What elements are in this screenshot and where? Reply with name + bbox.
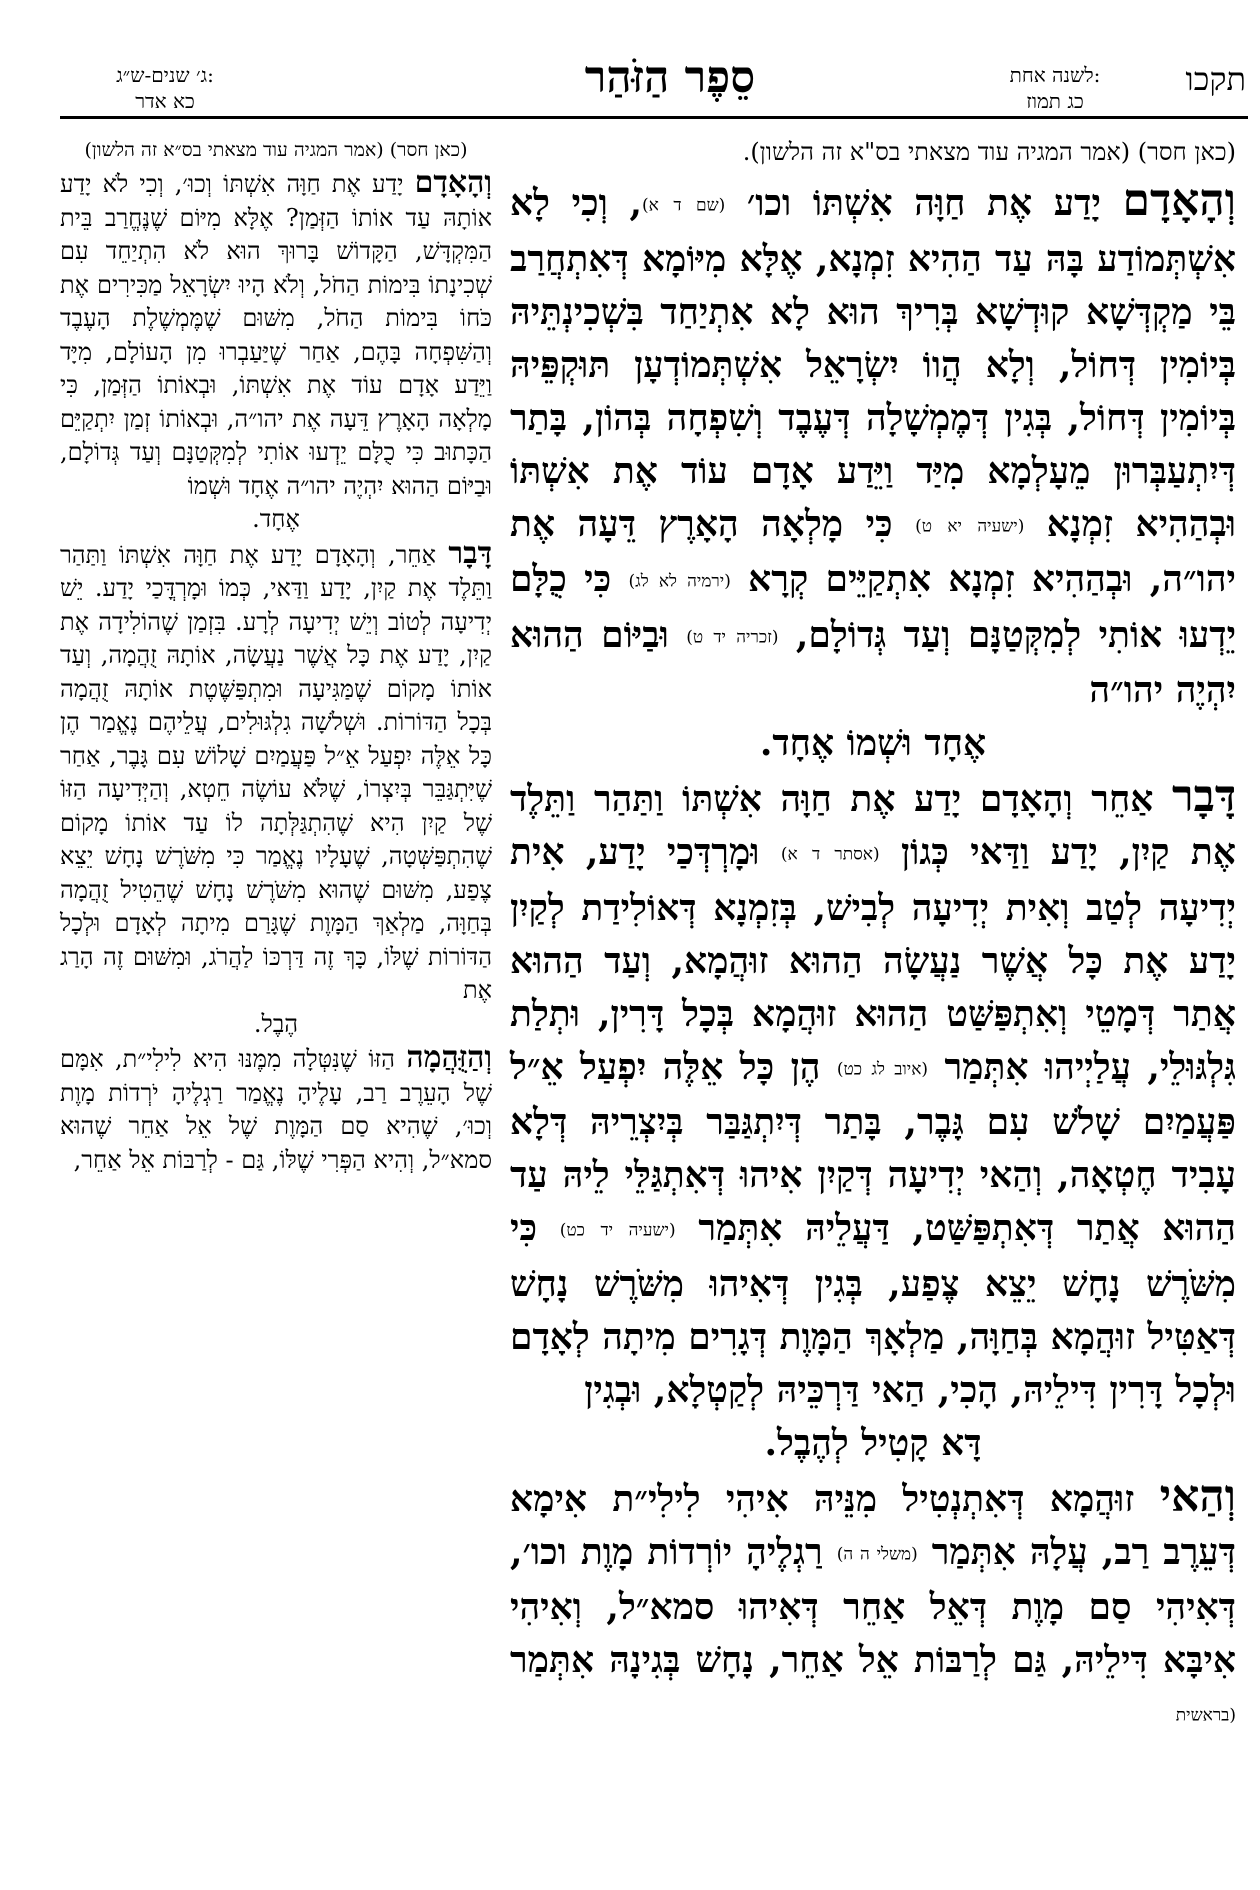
opening-word: וְהַאי xyxy=(1159,1470,1236,1522)
translation-paragraph: וְהַזֻּהֲמָה הַזּוֹ שֶׁנִּטְּלָה מִמֶּנּוּ הִיא לִילִי״ת, אִמָּם שֶׁל הָעֵרֶב רַב, עָלֶיהָ נֶאֱמַר רַגְלֶיהָ יֹרְדוֹת מָוֶת וְכוּ׳, שֶׁהִיא סַם הַמָּוֶת שֶׁל אֵל אַחֵר שֶׁהוּא סמא״ל, וְהִיא הַפְּרִי שֶׁלּוֹ, גַּם - לְרַבּוֹת אֵל אַחֵר, xyxy=(60,1040,492,1174)
opening-word: דָּבָר xyxy=(1172,771,1236,822)
main-paragraph: וְהַאי זוּהֲמָא דְּאִתְנְטִיל מִנֵּיהּ אִיהִי לִילִי״ת אִימָא דְּעֵרֶב רַב, עֲלָהּ אִתְּמַר (משלי ה ה) רַגְלֶיהָ יוֹרְדוֹת מָוֶת וכו׳, דְּאִיהִי סַם מָוֶת דְּאֵל אַחֵר דְּאִיהוּ סמא״ל, וְאִיהִי אִיבָּא דִּילֵיהּ, גַּם לְרַבּוֹת אֵל אַחֵר, נָחָשׁ בְּגִינָהּ אִתְּמַר (בראשית xyxy=(510,1470,1236,1726)
editor-note: (כאן חסר) (אמר המגיה עוד מצאתי בס״א זה הלשון) xyxy=(84,139,468,161)
schedule-date: כא אדר xyxy=(135,89,195,113)
verse-reference: (זכריה יד ט) xyxy=(686,627,779,647)
main-paragraph: וְהָאָדָם יָדַע אֶת חַוָּה אִשְׁתּוֹ וכו׳ (שם ד א), וְכִי לָא אִשְׁתְּמוֹדַע בָּהּ עַד הַהִיא זִמְנָא, אֶלָּא מִיּוֹמָא דְּאִתְחֲרַב בֵּי מַקְדְּשָׁא קוּדְשָׁא בְּרִיךְ הוּא לָא אִתְיַחַד בִּשְׁכִינְתֵּיהּ בְּיוֹמִין דְּחוֹל, וְלָא הֲווֹ יִשְׂרָאֵל אִשְׁתְּמוֹדְעָן תּוּקְפֵּיהּ בְּיוֹמִין דְּחוֹל, בְּגִין דְּמֶמְשָׁלָה דְּעֶבֶד וְשִׁפְחָה בְּהוֹן, בָּתַר דְּיִתְעַבְּרוּן מֵעָלְמָא מִיַּד וַיֵּדַע אָדָם עוֹד אֶת אִשְׁתּוֹ וּבְהַהִיא זִמְנָא (ישעיה יא ט) כִּי מָלְאָה הָאָרֶץ דֵּעָה אֶת יהו״ה, וּבְהַהִיא זִמְנָא אִתְקַיֵּים קְרָא (ירמיה לא לג) כִּי כֻלָּם יֵדְעוּ אוֹתִי לְמִקְּטַנָּם וְעַד גְּדוֹלָם, (זכריה יד ט) וּבַיּוֹם הַהוּא יִהְיֶה יהו״ה אֶחָד וּשְׁמוֹ אֶחָד. xyxy=(510,174,1236,770)
verse-reference: (ישעיה יד כט) xyxy=(559,1220,676,1241)
paragraph-closing-line: דָּא קָטִיל לְהֶבֶל. xyxy=(764,1421,982,1464)
page-number: תקכו xyxy=(1185,60,1246,98)
paragraph-closing-line: אֶחָד. xyxy=(252,505,300,533)
main-paragraph: דָּבָר אַחֵר וְהָאָדָם יָדַע אֶת חַוָּה אִשְׁתּוֹ וַתַּהַר וַתֵּלֶד אֶת קַיִן, יָדַע וַדַּאי כְּגוֹן (אסתר ד א) וּמָרְדְּכַי יָדַע, אִית יְדִיעָה לְטַב וְאִית יְדִיעָה לְבִישׁ, בְּזִמְנָא דְּאוֹלִידַת לְקַיִן יָדַע אֶת כָּל אֲשֶׁר נַעֲשָׂה הַהוּא זוּהֲמָא, וְעַד הַהוּא אֲתַר דְּמָטֵי וְאִתְפַּשַּׁט הַהוּא זוּהֲמָא בְּכָל דָּרִין, וּתְלַת גִּלְגּוּלֵי, עֲלַיְיהוּ אִתְּמַר (איוב לג כט) הֶן כָּל אֵלֶּה יִפְעַל אֵ״ל פַּעֲמַיִם שָׁלֹשׁ עִם גָּבֶר, בָּתַר דְּיִתְגַּבַּר בְּיִצְרֵיהּ דְּלָא עָבִיד חֶטְאָה, וְהַאי יְדִיעָה דְּקַיִן אִיהוּ דְּאִתְגַּלֵּי לֵיהּ עַד הַהוּא אֲתַר דְּאִתְפַּשַּׁט, דַּעֲלֵיהּ אִתְּמַר (ישעיה יד כט) כִּי מִשֹּׁרֶשׁ נָחָשׁ יֵצֵא צֶפַע, בְּגִין דְּאִיהוּ מִשֹּׁרֶשׁ נָחָשׁ דְּאַטִּיל זוּהֲמָא בְּחַוָּה, מַלְאָךְ הַמָּוֶת דְּגָרִים מִיתָה לְאָדָם וּלְכָל דָּרִין דִּילֵיהּ, הָכִי, הַאי דַּרְכֵּיהּ לְקַטְלָא, וּבְגִין דָּא קָטִיל לְהֶבֶל. xyxy=(510,770,1236,1470)
verse-reference: (בראשית xyxy=(1175,1705,1236,1726)
translation-paragraph: דָּבָר אַחֵר, וְהָאָדָם יָדַע אֶת חַוָּה אִשְׁתּוֹ וַתַּהַר וַתֵּלֶד אֶת קַיִן, יָדַע וַדַּאי, כְּמוֹ וּמָרְדֳּכַי יָדַע. יֵשׁ יְדִיעָה לְטוֹב וְיֵשׁ יְדִיעָה לְרָע. בִּזְמַן שֶׁהוֹלִידָה אֶת קַיִן, יָדַע אֶת כָּל אֲשֶׁר נַעֲשָׂה, אוֹתָהּ זֻהֲמָה, וְעַד אוֹתוֹ מָקוֹם שֶׁמַּגִּיעָה וּמִתְפַּשֶּׁטֶת אוֹתָהּ זֻהֲמָה בְּכָל הַדּוֹרוֹת. וּשְׁלֹשָׁה גִלְגּוּלִים, עֲלֵיהֶם נֶאֱמַר הֶן כָּל אֵלֶּה יִפְעַל אֵ״ל פַּעֲמַיִם שָׁלוֹשׁ עִם גָּבֶר, אַחַר שֶׁיִּתְגַּבֵּר בְּיִצְרוֹ, שֶׁלֹּא עוֹשֶׂה חֵטְא, וְהַיְּדִיעָה הַזּוֹ שֶׁל קַיִן הִיא שֶׁהִתְגַּלְּתָה לוֹ עַד אוֹתוֹ מָקוֹם שֶׁהִתְפַּשְּׁטָה, שֶׁעָלָיו נֶאֱמַר כִּי מִשֹּׁרֶשׁ נָחָשׁ יֵצֵא צֶפַע, מִשּׁוּם שֶׁהוּא מִשֹּׁרֶשׁ נָחָשׁ שֶׁהֵטִיל זֻהֲמָה בְּחַוָּה, מַלְאַךְ הַמָּוֶת שֶׁגָּרַם מִיתָה לְאָדָם וּלְכָל הַדּוֹרוֹת שֶׁלּוֹ, כָּךְ זֶה דַּרְכּוֹ לַהֲרֹג, וּמִשּׁוּם זֶה הָרַג אֶת הֶבֶל. xyxy=(60,537,492,1042)
header-divider xyxy=(60,116,1248,119)
verse-reference: (משלי ה ה) xyxy=(836,1544,918,1564)
verse-reference: (שם ד א) xyxy=(641,195,726,216)
verse-reference: (אסתר ד א) xyxy=(780,844,880,865)
opening-word: וְהַזֻּהֲמָה xyxy=(406,1040,492,1075)
schedule-date: כג תמוז xyxy=(1026,89,1084,113)
schedule-label: לשנה אחת: xyxy=(1009,63,1101,87)
opening-word: וְהָאָדָם xyxy=(1122,175,1236,226)
translation-column xyxy=(60,136,492,1177)
verse-reference: (איוב לג כט) xyxy=(836,1059,929,1079)
schedule-label: ג׳ שנים-ש״ג: xyxy=(116,63,214,87)
opening-word: וְהָאָדָם xyxy=(414,165,492,200)
paragraph-closing-line: אֶחָד וּשְׁמוֹ אֶחָד. xyxy=(759,722,987,764)
main-text-column xyxy=(510,132,1236,1743)
translation-paragraph: וְהָאָדָם יָדַע אֶת חַוָּה אִשְׁתּוֹ וְכוּ׳, וְכִי לֹא יָדַע אוֹתָהּ עַד אוֹתוֹ הַזְּמַן? אֶלָּא מִיּוֹם שֶׁנֶּחֱרַב בֵּית הַמִּקְדָּשׁ, הַקָּדוֹשׁ בָּרוּךְ הוּא לֹא הִתְיַחֵד עִם שְׁכִינָתוֹ בִּימוֹת הַחֹל, וְלֹא הָיוּ יִשְׂרָאֵל מַכִּירִים אֶת כֹּחוֹ בִּימוֹת הַחֹל, מִשּׁוּם שֶׁמֶּמְשֶׁלֶת הָעֶבֶד וְהַשִּׁפְחָה בָּהֶם, אַחַר שֶׁיַּעַבְרוּ מִן הָעוֹלָם, מִיָּד וַיֵּדַע אָדָם עוֹד אֶת אִשְׁתּוֹ, וּבְאוֹתוֹ הַזְּמַן, כִּי מָלְאָה הָאָרֶץ דֵּעָה אֶת יהו״ה, וּבְאוֹתוֹ זְמַן יִתְקַיֵּם הַכָּתוּב כִּי כֻלָּם יֵדְעוּ אוֹתִי לְמִקְּטַנָּם וְעַד גְּדוֹלָם, וּבַיּוֹם הַהוּא יִהְיֶה יהו״ה אֶחָד וּשְׁמוֹ אֶחָד. xyxy=(60,166,492,537)
paragraph-closing-line: הֶבֶל. xyxy=(253,1009,299,1038)
verse-reference: (ירמיה לא לג) xyxy=(628,571,731,592)
editor-note: (כאן חסר) (אמר המגיה עוד מצאתי בס"א זה הלשון). xyxy=(742,138,1236,166)
opening-word: דָּבָר xyxy=(448,535,492,571)
daily-schedule-three-years xyxy=(95,62,235,114)
page-title: סֵפֶר הַזֹּהַר xyxy=(584,52,756,103)
daily-schedule-one-year xyxy=(1000,62,1110,114)
verse-reference: (ישעיה יא ט) xyxy=(915,516,1025,536)
